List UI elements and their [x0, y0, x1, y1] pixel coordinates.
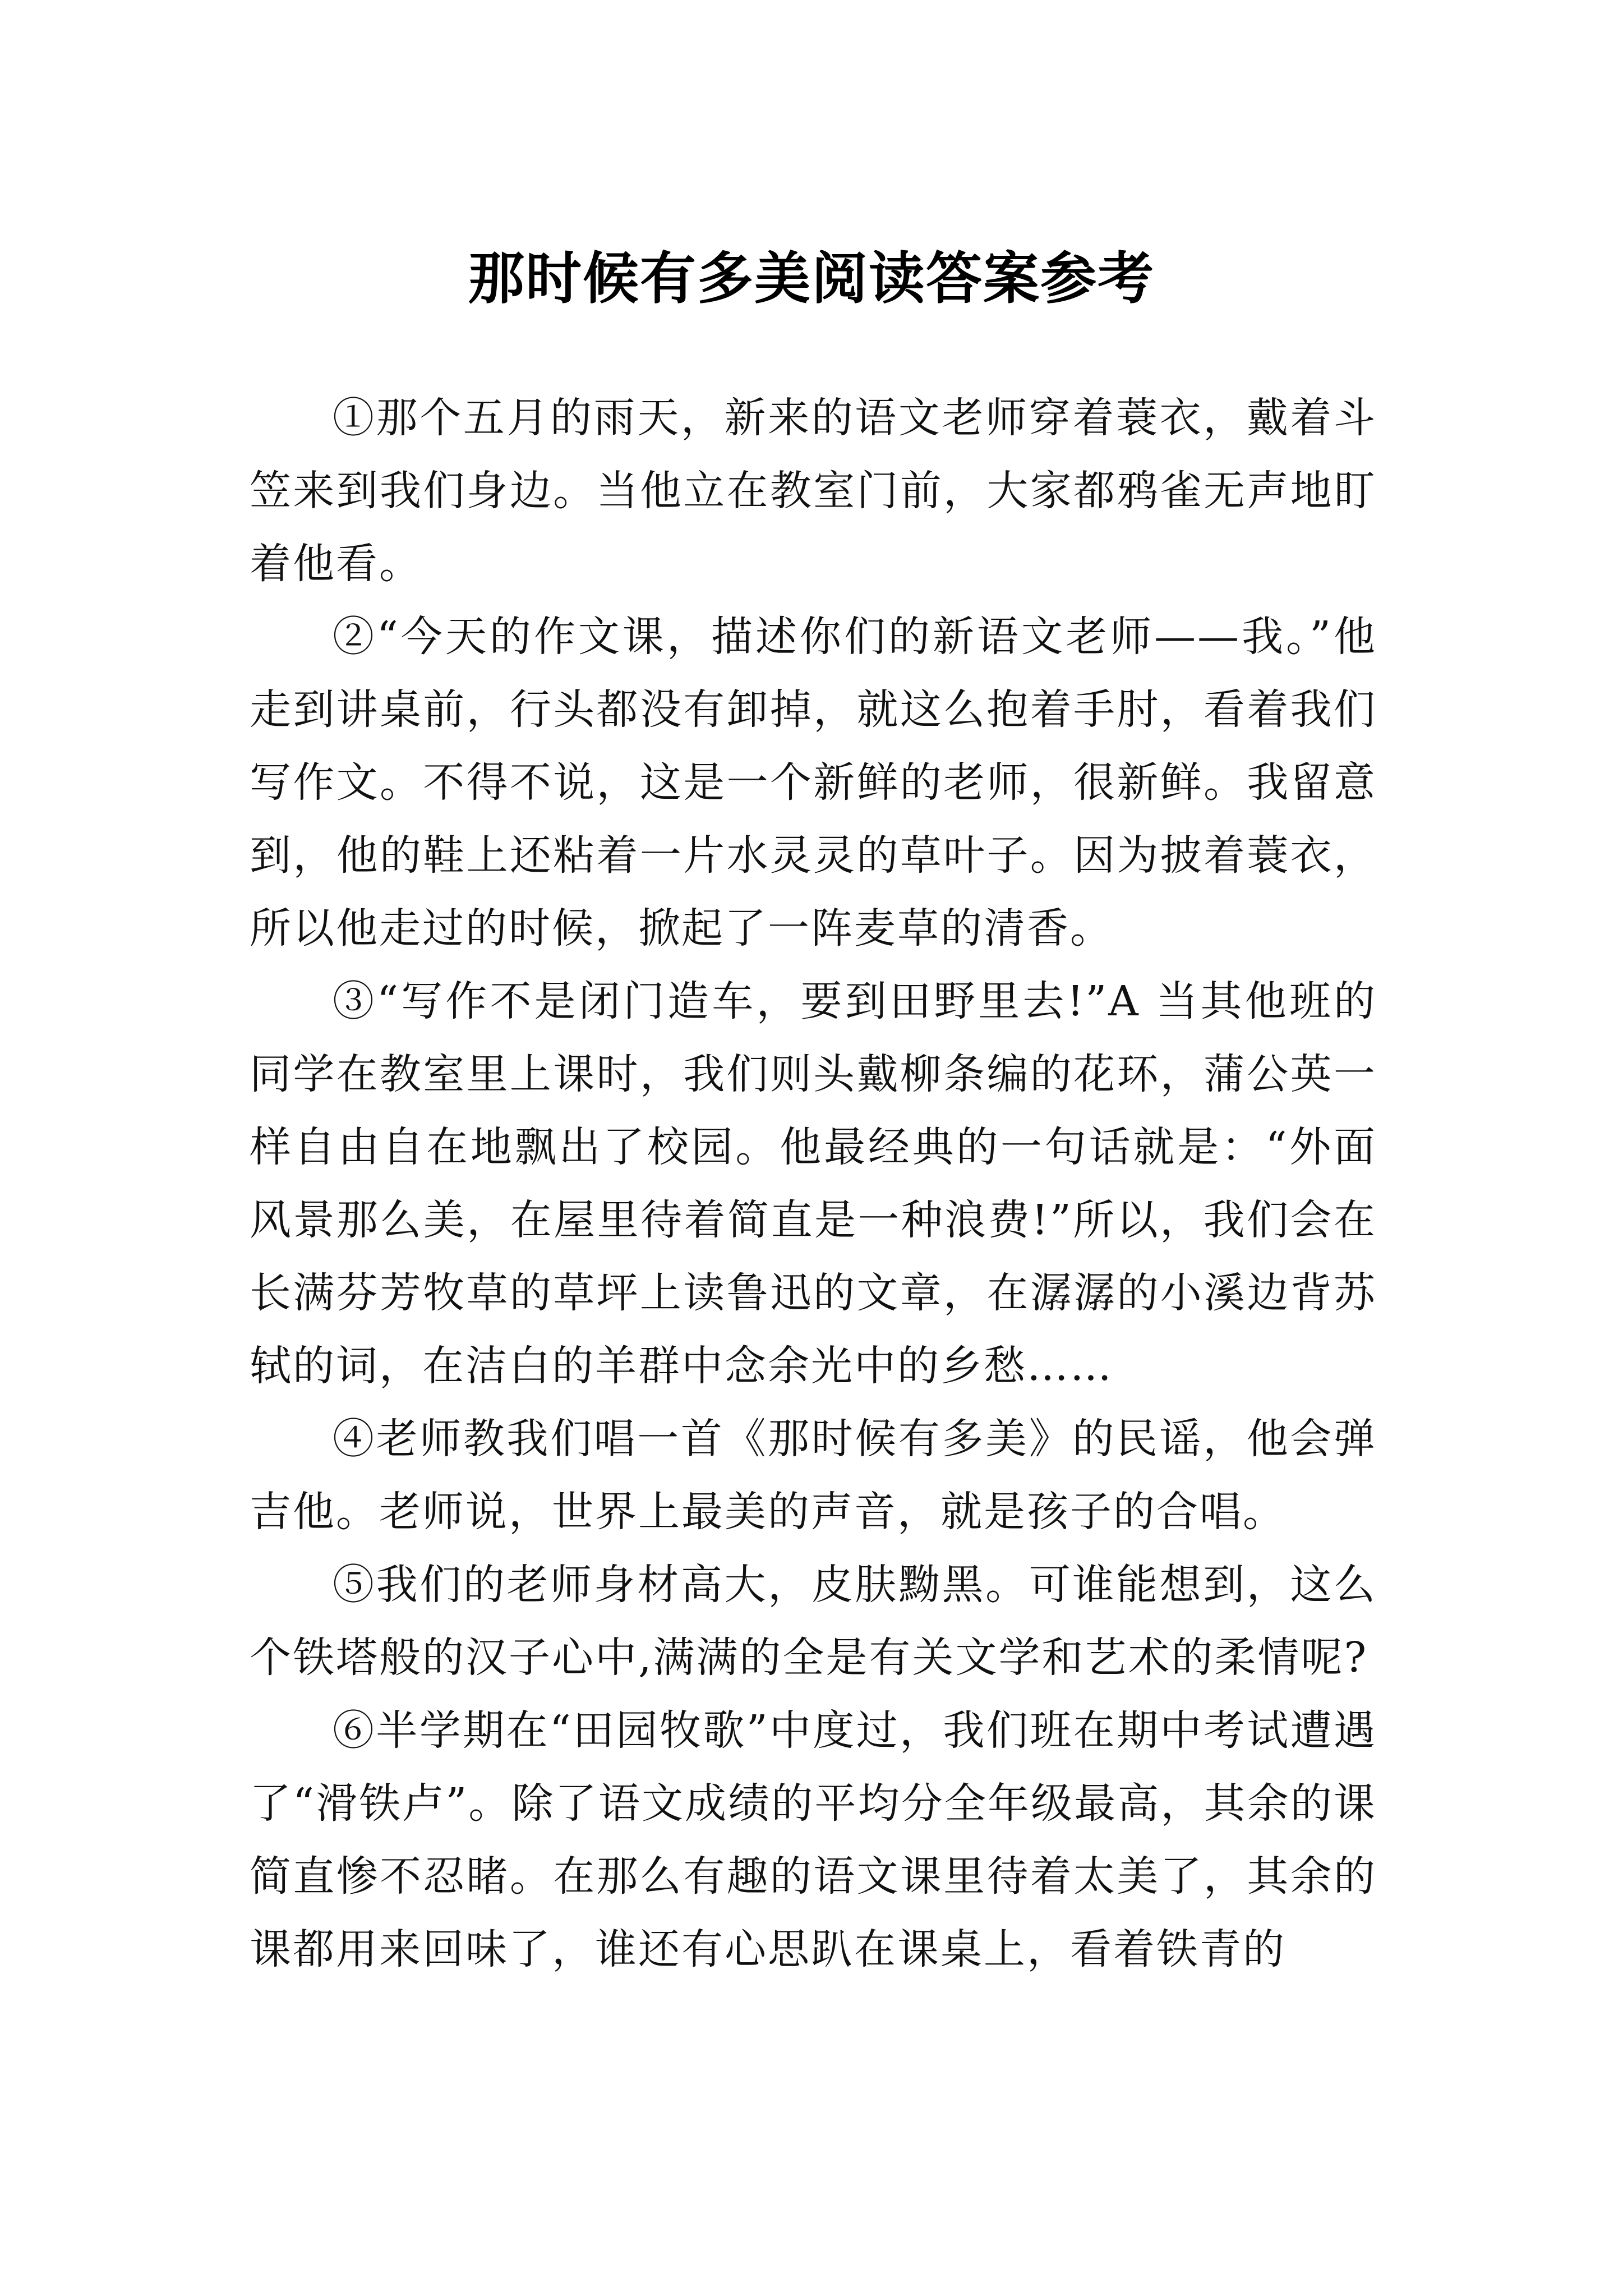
paragraph-2: ②“今天的作文课，描述你们的新语文老师——我。”他走到讲桌前，行头都没有卸掉，就这么抱着手肘，看着我们写作文。不得不说，这是一个新鲜的老师，很新鲜。我留意到，他的鞋上还粘着一片水灵灵的草叶子。因为披着蓑衣，所以他走过的时候，掀起了一阵麦草的清香。 — [250, 613, 1377, 953]
paragraph-6: ⑥半学期在“田园牧歌”中度过，我们班在期中考试遭遇了“滑铁卢”。除了语文成绩的平均分全年级最高，其余的课简直惨不忍睹。在那么有趣的语文课里待着太美了，其余的课都用来回味了，谁还有心思趴在课桌上，看着铁青的 — [250, 1706, 1377, 1973]
paragraph-3: ③“写作不是闭门造车，要到田野里去!”A 当其他班的同学在教室里上课时，我们则头戴柳条编的花环，蒲公英一样自由自在地飘出了校园。他最经典的一句话就是：“外面风景那么美，在屋里待着简直是一种浪费!”所以，我们会在长满芬芳牧草的草坪上读鲁迅的文章，在潺潺的小溪边背苏轼的词，在洁白的羊群中念余光中的乡愁…… — [250, 977, 1377, 1390]
paragraph-1: ①那个五月的雨天，新来的语文老师穿着蓑衣，戴着斗笠来到我们身边。当他立在教室门前，大家都鸦雀无声地盯着他看。 — [250, 394, 1377, 588]
document-title: 那时候有多美阅读答案参考 — [468, 246, 1155, 311]
paragraph-4: ④老师教我们唱一首《那时候有多美》的民谣，他会弹吉他。老师说，世界上最美的声音，就是孩子的合唱。 — [250, 1415, 1377, 1536]
paragraph-5: ⑤我们的老师身材高大，皮肤黝黑。可谁能想到，这么个铁塔般的汉子心中,满满的全是有关文学和艺术的柔情呢? — [250, 1561, 1377, 1682]
document-body — [250, 381, 1377, 1986]
